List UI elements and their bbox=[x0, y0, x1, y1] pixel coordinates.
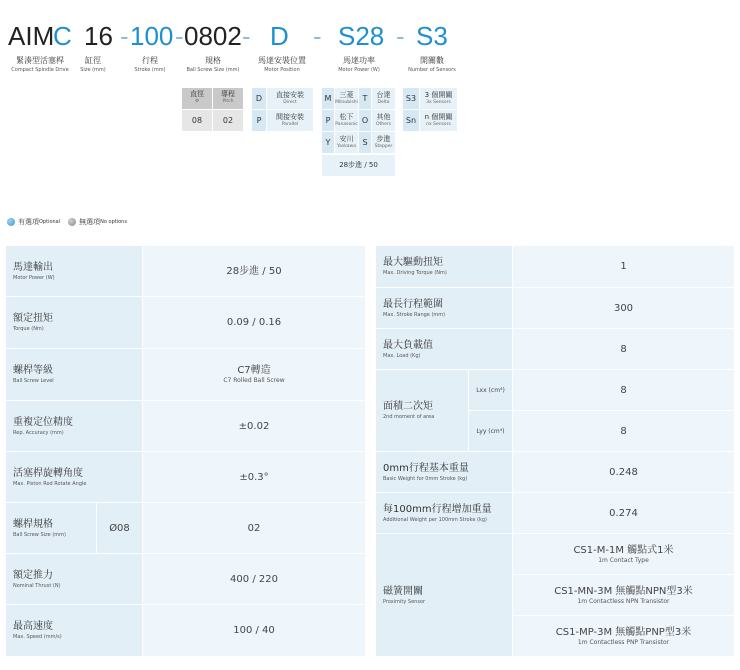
spec-value-basic-weight: 0.248 bbox=[513, 452, 734, 492]
spec-label-sensor: 磁簧開關 Proximity Sensor bbox=[376, 534, 512, 656]
optional-dot-icon bbox=[7, 218, 15, 226]
code-series: C bbox=[53, 21, 72, 51]
legend-none-en: No options bbox=[100, 219, 127, 225]
sensor-key-sn: Sn bbox=[403, 110, 419, 131]
motor-option-yaskawa: 安川 Yaskawa bbox=[335, 132, 358, 153]
label-sensors: 開關數 Number of Sensors bbox=[408, 56, 456, 73]
spec-value-screw-size: 02 bbox=[143, 503, 365, 553]
screw-header-diameter: 直徑 Φ bbox=[182, 88, 212, 109]
motor-option-panasonic: 松下 Panasonic bbox=[335, 110, 358, 131]
code-sensors: S3 bbox=[416, 21, 448, 51]
motor-option-others: 其他 Others bbox=[372, 110, 395, 131]
legend-optional-en: Optional bbox=[39, 219, 61, 225]
position-option-direct: 直接安裝 Direct bbox=[267, 88, 313, 109]
spec-value-torque: 0.09 / 0.16 bbox=[143, 297, 365, 348]
code-dash-4: - bbox=[313, 21, 322, 51]
label-size: 缸徑 Size (mm) bbox=[80, 56, 106, 73]
spec-value-max-stroke: 300 bbox=[513, 288, 734, 328]
spec-label-moment: 面積二次矩 2nd moment of area bbox=[376, 370, 468, 451]
spec-label-add-weight: 每100mm行程增加重量 Additional Weight per 100mm Stroke (kg) bbox=[376, 493, 512, 533]
spec-value-screw-level: C7轉造 C7 Rolled Ball Screw bbox=[143, 349, 365, 400]
sensor-option-n: n 個開關 nx Sensors bbox=[420, 110, 457, 131]
spec-value-rotate-angle: ±0.3° bbox=[143, 452, 365, 502]
legend bbox=[7, 217, 135, 227]
legend-optional-zh: 有選項 bbox=[18, 218, 39, 226]
code-dash-1: - bbox=[120, 21, 129, 51]
label-series: 緊湊型活塞桿 Compact Spindle Drive bbox=[11, 56, 69, 73]
legend-none-zh: 無選項 bbox=[79, 218, 101, 226]
spec-label-rotate-angle: 活塞桿旋轉角度 Max. Piston Rod Rotate Angle bbox=[6, 452, 142, 502]
spec-label-max-torque: 最大驅動扭矩 Max. Driving Torque (Nm) bbox=[376, 246, 512, 287]
spec-value-sensor-pnp: CS1-MP-3M 無觸點PNP型3米 1m Contactless PNP Transistor bbox=[513, 616, 734, 656]
label-position: 馬達安裝位置 Motor Position bbox=[258, 56, 306, 73]
motor-key-s: S bbox=[359, 132, 371, 153]
spec-label-thrust: 額定推力 Nominal Thrust (N) bbox=[6, 554, 142, 604]
spec-label-basic-weight: 0mm行程基本重量 Basic Weight for 0mm Stroke (kg) bbox=[376, 452, 512, 492]
sensor-key-s3: S3 bbox=[403, 88, 419, 109]
spec-value-sensor-contact: CS1-M-1M 觸點式1米 1m Contact Type bbox=[513, 534, 734, 574]
spec-value-speed: 100 / 40 bbox=[143, 605, 365, 656]
spec-value-sensor-npn: CS1-MN-3M 無觸點NPN型3米 1m Contactless NPN Transistor bbox=[513, 575, 734, 615]
code-dash-3: - bbox=[242, 21, 251, 51]
spec-sub-screw-diameter: Ø08 bbox=[97, 503, 142, 553]
code-size: 16 bbox=[84, 21, 113, 51]
spec-label-screw-level: 螺桿等級 Ball Screw Level bbox=[6, 349, 142, 400]
code-screw: 0802 bbox=[184, 21, 242, 51]
spec-value-accuracy: ±0.02 bbox=[143, 401, 365, 451]
motor-power-value: 28步進 / 50 bbox=[322, 155, 395, 176]
label-screw: 規格 Ball Screw Size (mm) bbox=[186, 56, 240, 73]
motor-option-stepper: 步進 Stepper bbox=[372, 132, 395, 153]
position-key-d: D bbox=[252, 88, 266, 109]
code-position: D bbox=[270, 21, 289, 51]
screw-value-pitch: 02 bbox=[213, 110, 243, 131]
code-dash-2: - bbox=[175, 21, 184, 51]
motor-option-mitsubishi: 三菱 Mitsubishi bbox=[335, 88, 358, 109]
spec-value-max-load: 8 bbox=[513, 329, 734, 369]
spec-label-accuracy: 重複定位精度 Rep. Accuracy (mm) bbox=[6, 401, 142, 451]
code-power: S28 bbox=[338, 21, 385, 51]
sensor-option-3: 3 個開關 3x Sensors bbox=[420, 88, 457, 109]
spec-value-max-torque: 1 bbox=[513, 246, 734, 287]
position-option-parallel: 間接安裝 Parallel bbox=[267, 110, 313, 131]
spec-value-lyy: 8 bbox=[513, 411, 734, 451]
code-prefix: AIM bbox=[8, 21, 55, 51]
spec-label-max-stroke: 最長行程範圍 Max. Stroke Range (mm) bbox=[376, 288, 512, 328]
spec-value-motor-power: 28步進 / 50 bbox=[143, 246, 365, 296]
spec-label-max-load: 最大負載值 Max. Load (Kg) bbox=[376, 329, 512, 369]
spec-label-motor-power: 馬達輸出 Motor Power (W) bbox=[6, 246, 142, 296]
spec-label-screw-size: 螺桿規格 Ball Screw Size (mm) bbox=[6, 503, 96, 553]
label-stroke: 行程 Stroke (mm) bbox=[134, 56, 166, 73]
motor-option-delta: 台達 Delta bbox=[372, 88, 395, 109]
motor-key-y: Y bbox=[322, 132, 334, 153]
spec-sub-lxx: Lxx (cm⁴) bbox=[469, 370, 512, 410]
spec-value-lxx: 8 bbox=[513, 370, 734, 410]
code-stroke: 100 bbox=[130, 21, 174, 51]
position-key-p: P bbox=[252, 110, 266, 131]
spec-label-speed: 最高速度 Max. Speed (mm/s) bbox=[6, 605, 142, 656]
motor-key-o: O bbox=[359, 110, 371, 131]
screw-header-pitch: 導程 Pitch bbox=[213, 88, 243, 109]
code-dash-5: - bbox=[396, 21, 405, 51]
label-power: 馬達功率 Motor Power (W) bbox=[338, 56, 380, 73]
motor-key-m: M bbox=[322, 88, 334, 109]
spec-label-torque: 額定扭矩 Torque (Nm) bbox=[6, 297, 142, 348]
screw-value-diameter: 08 bbox=[182, 110, 212, 131]
motor-key-p: P bbox=[322, 110, 334, 131]
motor-key-t: T bbox=[359, 88, 371, 109]
spec-value-add-weight: 0.274 bbox=[513, 493, 734, 533]
spec-sub-lyy: Lyy (cm⁴) bbox=[469, 411, 512, 451]
no-option-dot-icon bbox=[68, 218, 76, 226]
spec-value-thrust: 400 / 220 bbox=[143, 554, 365, 604]
